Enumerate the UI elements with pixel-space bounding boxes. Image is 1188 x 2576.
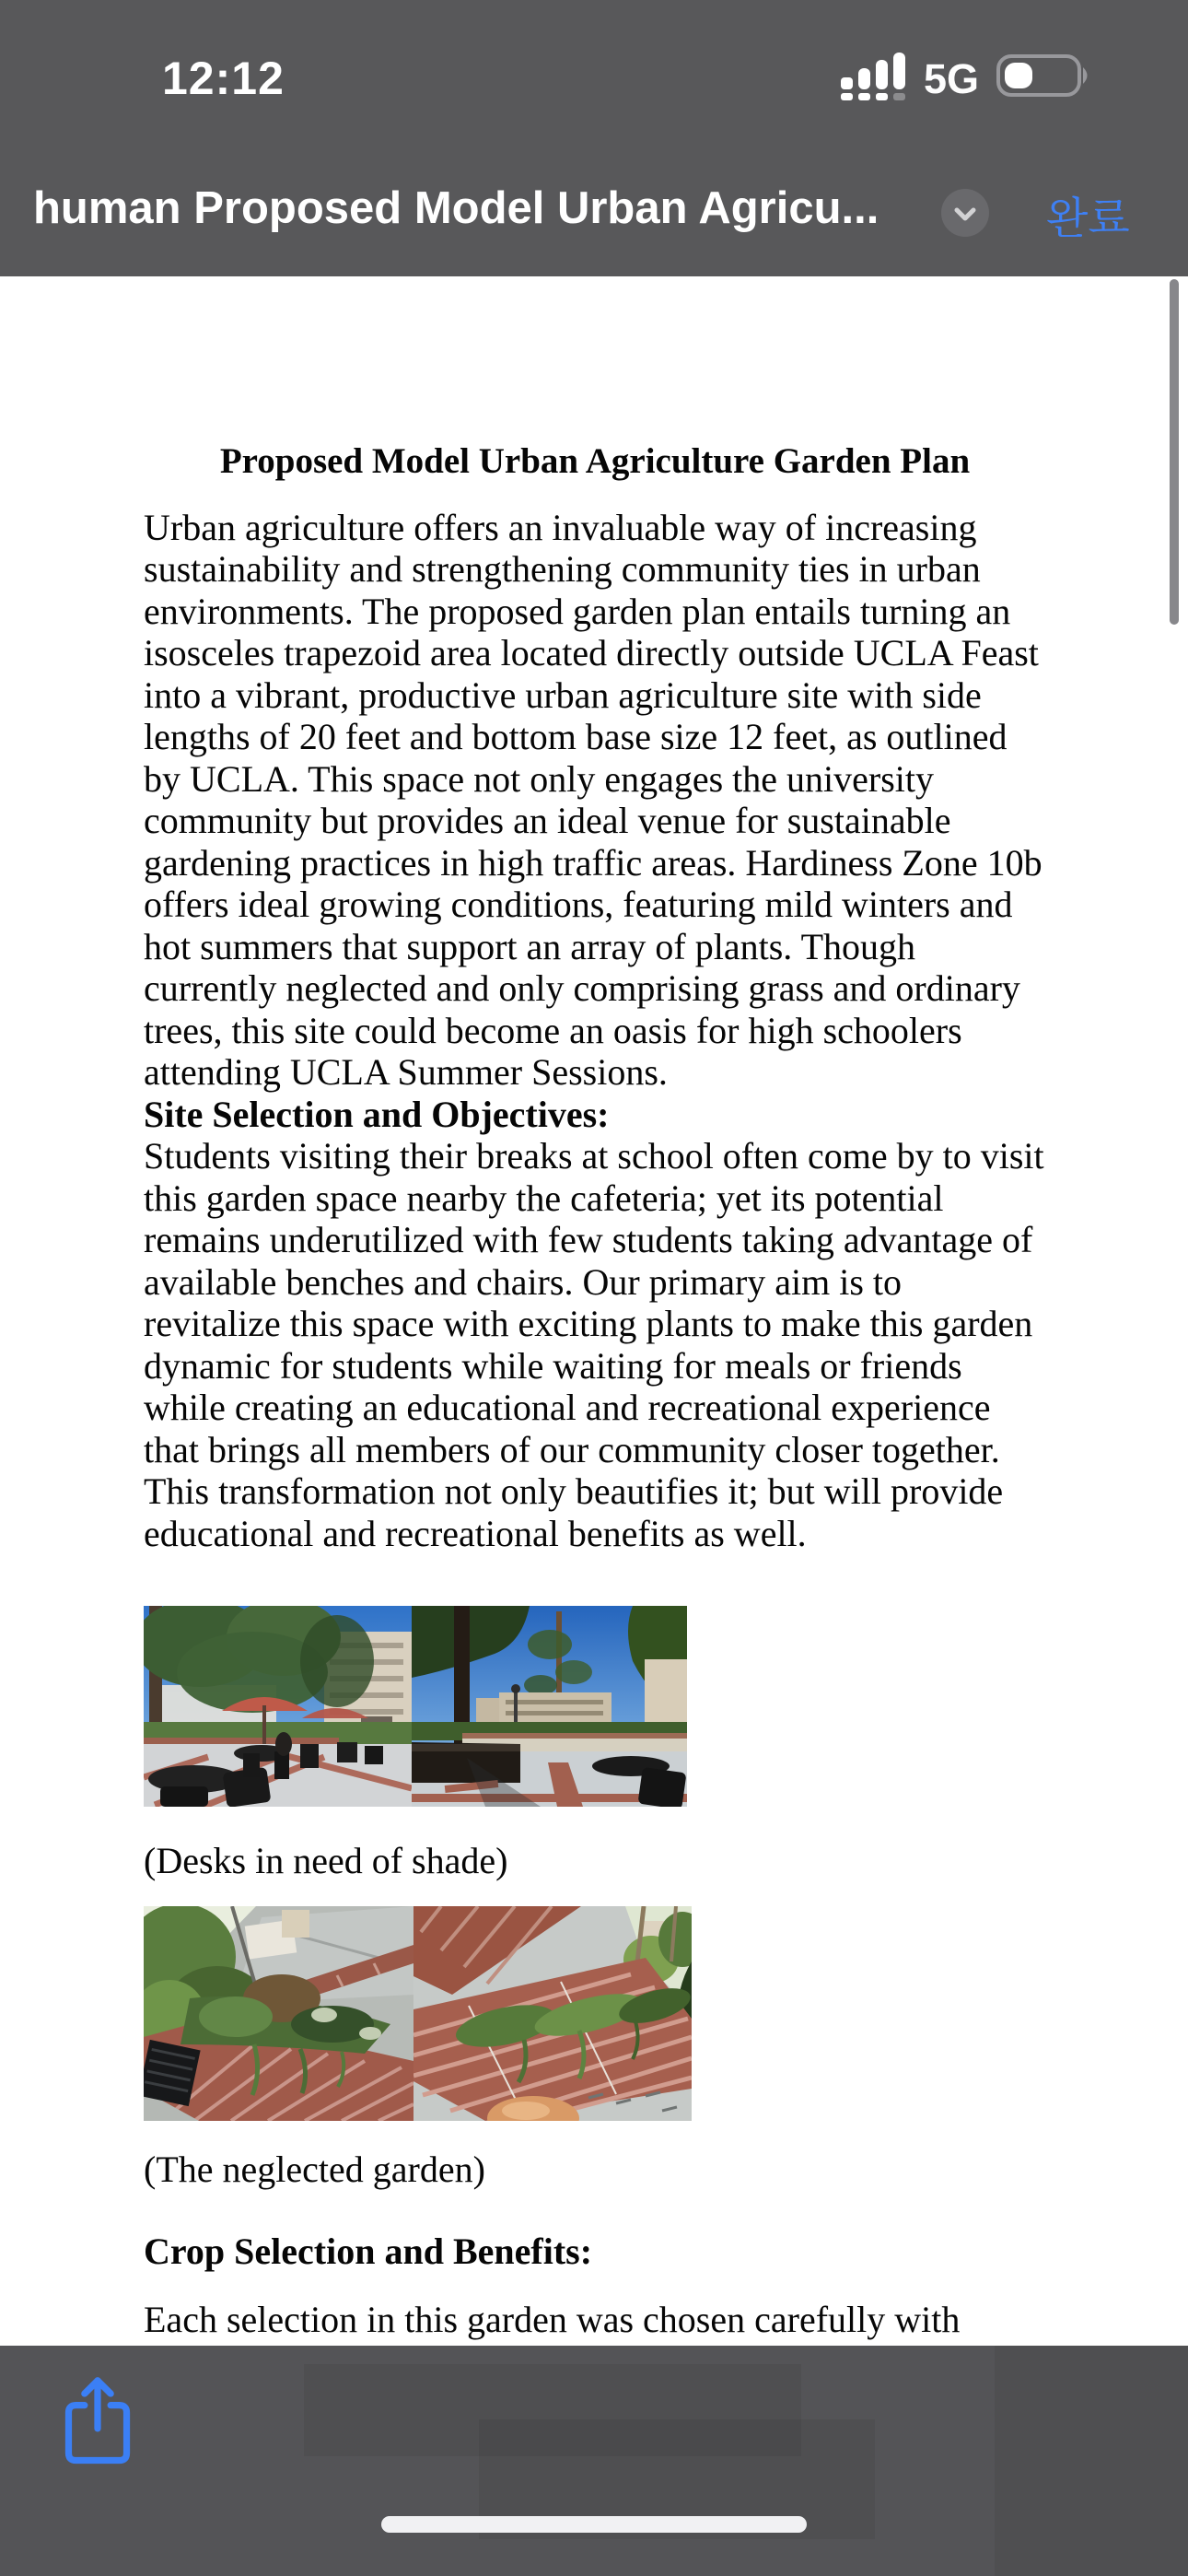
- page-title: Proposed Model Urban Agriculture Garden Plan: [219, 441, 971, 481]
- header-bar: [0, 0, 1188, 276]
- home-indicator[interactable]: [381, 2516, 807, 2533]
- caption-garden: (The neglected garden): [144, 2148, 485, 2190]
- photo-patio-left: [144, 1606, 412, 1807]
- photo-patio-right: [412, 1606, 687, 1807]
- status-time: 12:12: [162, 53, 285, 104]
- cellular-signal-icon: [841, 53, 907, 100]
- network-type-label: 5G: [924, 55, 980, 102]
- paragraph-intro: Urban agriculture offers an invaluable way of increasing sustainability and strengthening community ties in urban environments. The proposed garden plan entails turning an isosceles trapezoid area located directly outside UCLA Feast into a vibrant, productive urban agriculture site with side lengths of 20 feet and bottom base size 12 feet, as outlined by UCLA. This space not only engages the university community but provides an ideal venue for sustainable gardening practices in high traffic areas. Hardiness Zone 10b offers ideal growing conditions, featuring mild winters and hot summers that support an array of plants. Though currently neglected and only comprising grass and ordinary trees, this site could become an oasis for high schoolers attending UCLA Summer Sessions.: [144, 506, 1042, 1093]
- figure-garden: [144, 1906, 1046, 2121]
- heading-crop-selection: Crop Selection and Benefits:: [144, 2231, 593, 2272]
- share-icon: [53, 2373, 142, 2469]
- heading-site-selection: Site Selection and Objectives:: [144, 1093, 610, 1135]
- document-title-bar: human Proposed Model Urban Agricu...: [33, 183, 879, 233]
- bottom-toolbar: [0, 2346, 1188, 2576]
- share-button[interactable]: [53, 2373, 142, 2469]
- caption-desks: (Desks in need of shade): [144, 1840, 508, 1881]
- toolbar-smudge: [995, 2346, 1188, 2576]
- done-button[interactable]: 완료: [1046, 184, 1130, 246]
- photo-garden-right: [413, 1906, 692, 2121]
- paragraph-crop-selection: Each selection in this garden was chosen carefully with: [144, 2298, 961, 2340]
- battery-icon: [996, 53, 1094, 100]
- figure-patio: [144, 1606, 1046, 1807]
- document-preview: [0, 276, 1188, 2576]
- paragraph-site-selection: Students visiting their breaks at school often come by to visit this garden space nearby the cafeteria; yet its potential remains underutilized with few students taking advantage of available benches and chairs. Our primary aim is to revitalize this space with exciting plants to make this garden dynamic for students while waiting for meals or friends while creating an educational and recreational experience that brings all members of our community closer together. This transformation not only beautifies it; but will provide educational and recreational benefits as well.: [144, 1135, 1044, 1554]
- photo-garden-left: [144, 1906, 413, 2121]
- title-dropdown-button[interactable]: [941, 189, 989, 237]
- chevron-down-icon: [941, 189, 989, 237]
- scrollbar-thumb[interactable]: [1170, 279, 1179, 625]
